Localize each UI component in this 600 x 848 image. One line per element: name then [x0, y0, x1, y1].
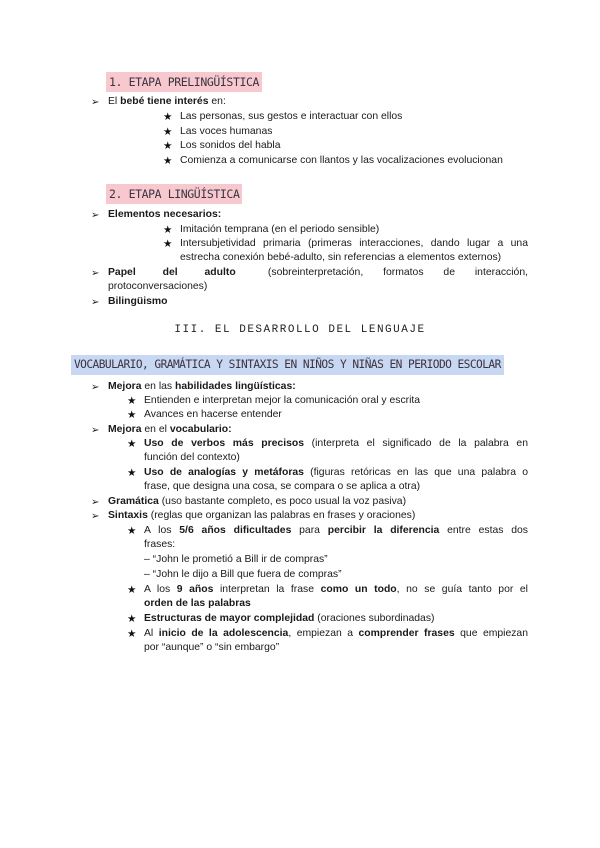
verbos-bold: Uso de verbos más precisos [144, 438, 304, 449]
s2-line2: orden de las palabras [144, 598, 251, 609]
mejora2-bold: Mejora [108, 424, 142, 435]
papel-rest: (sobreinterpretación, formatos de interacción, [267, 267, 528, 278]
star-bullet-icon: ★ [127, 613, 137, 625]
s2-c: interpretan la frase [213, 584, 321, 595]
papel-bold: Papel del adulto [108, 267, 236, 278]
star-bullet-icon: ★ [163, 111, 173, 123]
s3-bold: Estructuras de mayor complejidad [144, 613, 315, 624]
list-item-continuation: frase, que designa una cosa, se compara o se aplica a otra) [144, 481, 421, 492]
list-item: Las personas, sus gestos e interactuar con ellos [180, 111, 403, 122]
list-item: Avances en hacerse entender [144, 409, 282, 420]
s4-b: inicio de la adolescencia [158, 628, 289, 639]
verbos-rest: (interpreta el significado de la palabra en [304, 438, 528, 449]
gramatica [108, 495, 406, 510]
mejora1-mid: en las [141, 381, 176, 392]
papel-continuation: protoconversaciones) [108, 281, 208, 292]
arrow-bullet-icon: ➢ [91, 425, 100, 436]
mejora1-bold: Mejora [108, 381, 142, 392]
s1-c: para [291, 525, 328, 536]
star-bullet-icon: ★ [127, 438, 137, 450]
list-item [144, 466, 528, 481]
analog-bold: Uso de analogías y metáforas [144, 467, 304, 478]
list-item: Las voces humanas [180, 126, 273, 137]
list-item [144, 437, 528, 452]
star-bullet-icon: ★ [163, 140, 173, 152]
star-bullet-icon: ★ [163, 238, 173, 250]
sintaxis [108, 509, 415, 524]
star-bullet-icon: ★ [127, 467, 137, 479]
arrow-bullet-icon: ➢ [91, 511, 100, 522]
s1-a: A los [144, 525, 180, 536]
s1-d: percibir la diferencia [327, 525, 440, 536]
papel-line [108, 266, 528, 281]
s1-e: entre estas dos [439, 525, 528, 536]
intro-pre: El [108, 96, 121, 107]
elementos-label-text: Elementos necesarios: [108, 209, 222, 220]
list-item: Comienza a comunicarse con llantos y las vocalizaciones evolucionan [180, 155, 503, 166]
list-item [144, 583, 528, 598]
list-item: Intersubjetividad primaria (primeras interacciones, dando lugar a una [180, 238, 528, 249]
section-heading-vocabulario: VOCABULARIO, GRAMÁTICA Y SINTAXIS EN NIÑOS Y NIÑAS EN PERIODO ESCOLAR [71, 355, 504, 375]
mejora1-bold2: habilidades lingüísticas: [175, 381, 296, 392]
star-bullet-icon: ★ [127, 628, 137, 640]
arrow-bullet-icon: ➢ [91, 497, 100, 508]
s2-e: , no se guía tanto por el [396, 584, 528, 595]
chapter-title: III. EL DESARROLLO DEL LENGUAJE [174, 324, 426, 336]
list-item-continuation [144, 597, 251, 612]
star-bullet-icon: ★ [127, 584, 137, 596]
s3-rest: (oraciones subordinadas) [314, 613, 435, 624]
list-item: Imitación temprana (en el periodo sensible) [180, 224, 380, 235]
list-item: Entienden e interpretan mejor la comunicación oral y escrita [144, 395, 421, 406]
sintaxis-rest: (reglas que organizan las palabras en frases y oraciones) [147, 510, 416, 521]
section-heading-prelinguistica: 1. ETAPA PRELINGÜÍSTICA [106, 72, 262, 92]
quote-line: – “John le dijo a Bill que fuera de compras” [144, 569, 342, 580]
star-bullet-icon: ★ [163, 155, 173, 167]
quote-line: – “John le prometió a Bill ir de compras” [144, 554, 328, 565]
arrow-bullet-icon: ➢ [91, 382, 100, 393]
gramatica-bold: Gramática [108, 496, 159, 507]
arrow-bullet-icon: ➢ [91, 210, 100, 221]
intro-line [108, 95, 226, 110]
s4-a: Al [144, 628, 159, 639]
arrow-bullet-icon: ➢ [91, 297, 100, 308]
analog-rest: (figuras retóricas en las que una palabra o [303, 467, 528, 478]
sintaxis-bold: Sintaxis [108, 510, 148, 521]
star-bullet-icon: ★ [127, 409, 137, 421]
mejora-vocabulario [108, 423, 232, 438]
intro-post: en: [208, 96, 226, 107]
s2-d: como un todo [320, 584, 397, 595]
list-item [144, 627, 528, 642]
mejora2-bold2: vocabulario: [169, 424, 232, 435]
arrow-bullet-icon: ➢ [91, 268, 100, 279]
list-item [144, 524, 528, 539]
star-bullet-icon: ★ [163, 126, 173, 138]
mejora-habilidades [108, 380, 296, 395]
mejora2-mid: en el [141, 424, 170, 435]
s4-c: , empiezan a [288, 628, 359, 639]
list-item-continuation: función del contexto) [144, 452, 240, 463]
star-bullet-icon: ★ [163, 224, 173, 236]
list-item-continuation: frases: [144, 539, 176, 550]
elementos-label [108, 208, 221, 223]
gramatica-rest: (uso bastante completo, es poco usual la voz pasiva) [158, 496, 407, 507]
s4-e: que empiezan [454, 628, 528, 639]
bilinguismo-text: Bilingüismo [108, 296, 168, 307]
star-bullet-icon: ★ [127, 395, 137, 407]
s2-a: A los [144, 584, 177, 595]
s4-d: comprender frases [358, 628, 455, 639]
intro-bold: bebé tiene interés [120, 96, 209, 107]
list-item [144, 612, 435, 627]
s2-b: 9 años [176, 584, 214, 595]
list-item-continuation: estrecha conexión bebé-adulto, sin referencias a elementos externos) [180, 252, 502, 263]
list-item: Los sonidos del habla [180, 140, 281, 151]
list-item-continuation: por “aunque” o “sin embargo” [144, 642, 280, 653]
section-heading-linguistica: 2. ETAPA LINGÜÍSTICA [106, 184, 242, 204]
arrow-bullet-icon: ➢ [91, 97, 100, 108]
bilinguismo [108, 295, 167, 310]
s1-b: 5/6 años dificultades [179, 525, 292, 536]
star-bullet-icon: ★ [127, 525, 137, 537]
